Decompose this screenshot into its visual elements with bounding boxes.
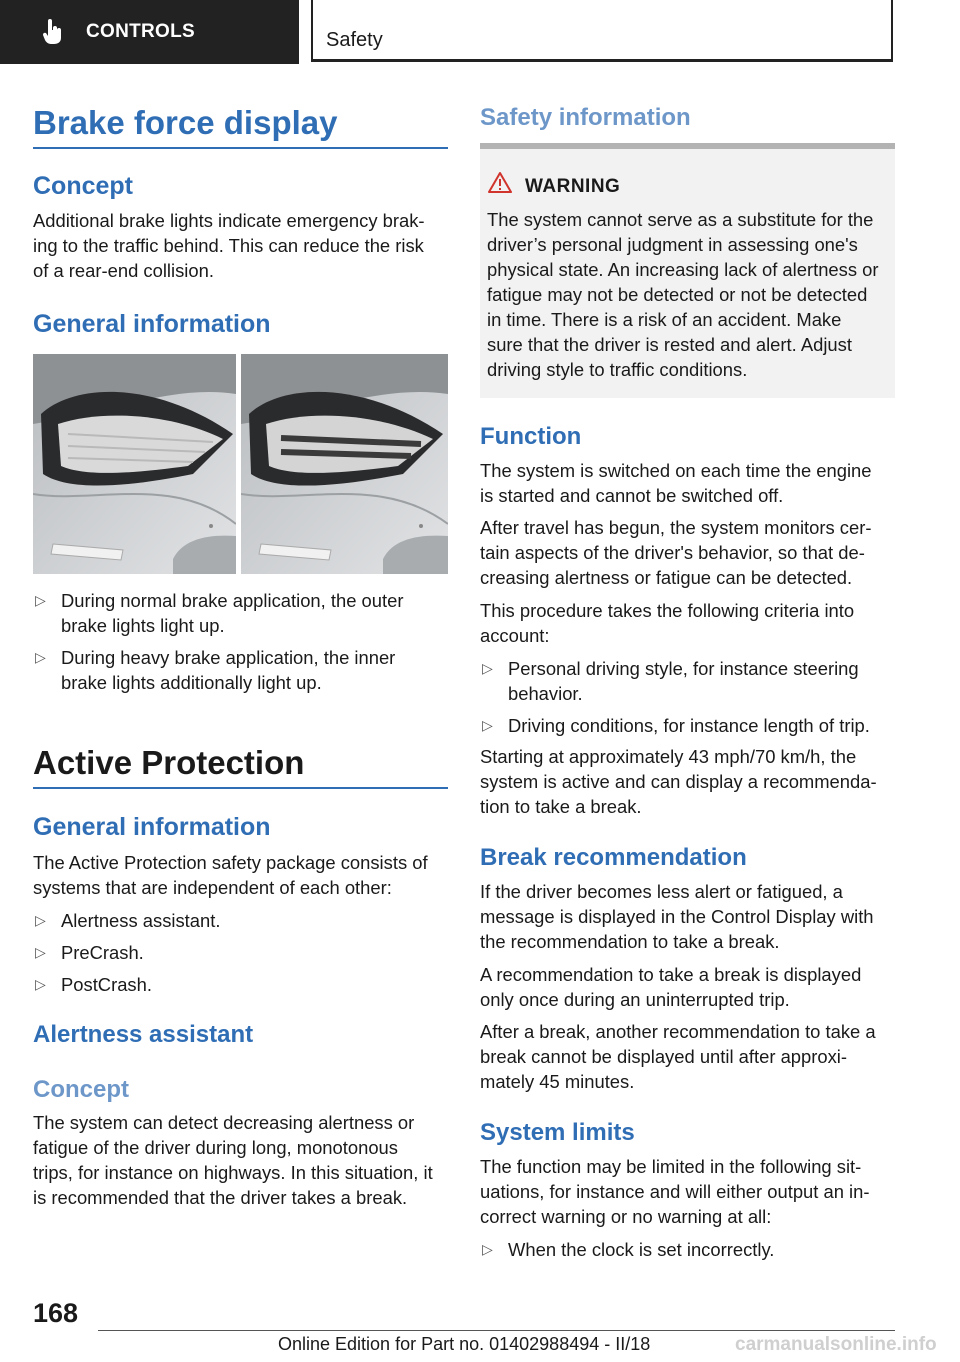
tail-light-normal-image	[33, 354, 236, 574]
triangle-bullet-icon: ▷	[482, 717, 493, 733]
safety-info-heading: Safety information	[480, 104, 691, 131]
warning-text: The system cannot serve as a substitute for the driver’s personal judgment in assessing one's physical state. An increasing lack of alertness or fatigue may not be detected or not be detected in time. There is a risk of an accident. Make sure that the driver is rested and alert. Adjust driving style to traffic conditions.	[487, 209, 879, 380]
section-tab-label: CONTROLS	[86, 21, 196, 42]
warning-triangle-icon	[488, 171, 512, 195]
edition-text: Online Edition for Part no. 01402988494 - II/18	[278, 1334, 651, 1354]
triangle-bullet-icon: ▷	[35, 592, 46, 608]
warning-label: WARNING	[525, 176, 621, 197]
triangle-bullet-icon: ▷	[35, 944, 46, 960]
triangle-bullet-icon: ▷	[35, 976, 46, 992]
brake-force-title: Brake force display	[33, 104, 448, 149]
general-info-text: The Active Protection safety package consists of systems that are independent of each other:	[33, 852, 428, 898]
triangle-bullet-icon: ▷	[482, 1241, 493, 1257]
limits-text: The function may be limited in the following sit‐ uations, for instance and will either output an in‐ correct warning or no warning at all:	[480, 1156, 870, 1227]
break-text-3: After a break, another recommendation to take a break cannot be displayed until after approxi‐ mately 45 minutes.	[480, 1021, 876, 1092]
section-tab	[0, 0, 299, 64]
concept-heading-2: Concept	[33, 1076, 129, 1103]
triangle-bullet-icon: ▷	[35, 649, 46, 665]
page-number: 168	[33, 1298, 79, 1328]
alertness-assistant-heading: Alertness assistant	[33, 1021, 254, 1048]
concept-text: Additional brake lights indicate emergency brak‐ ing to the traffic behind. This can reduce the risk of a rear‑end collision.	[33, 210, 425, 281]
system-limits-heading: System limits	[480, 1119, 635, 1146]
break-recommendation-heading: Break recommendation	[480, 844, 747, 871]
triangle-bullet-icon: ▷	[482, 660, 493, 676]
active-protection-title: Active Protection	[33, 744, 448, 789]
footer-rule	[98, 1330, 895, 1331]
watermark-text: carmanualsonline.info	[735, 1334, 937, 1355]
break-text-2: A recommendation to take a break is displayed only once during an uninterrupted trip.	[480, 964, 862, 1010]
function-text-2: After travel has begun, the system monitors cer‐ tain aspects of the driver's behavior, so that de‐ creasing alertness or fatigue can be detected.	[480, 517, 872, 588]
function-text-3: This procedure takes the following criteria into account:	[480, 600, 855, 646]
function-text-1: The system is switched on each time the engine is started and cannot be switched off.	[480, 460, 872, 506]
triangle-bullet-icon: ▷	[35, 912, 46, 928]
tail-light-heavy-image	[241, 354, 448, 574]
function-text-4: Starting at approximately 43 mph/70 km/h, the system is active and can display a recommenda‐ tion to take a break.	[480, 746, 877, 817]
warning-box	[480, 143, 895, 398]
concept-text-2: The system can detect decreasing alertness or fatigue of the driver during long, monotonous trips, for instance on highways. In this situation, it is recommended that the driver takes a break.	[33, 1112, 433, 1208]
concept-heading: Concept	[33, 172, 133, 200]
general-info-heading-2: General information	[33, 813, 271, 841]
chapter-box	[311, 0, 893, 62]
pointing-hand-icon	[42, 19, 64, 45]
function-heading: Function	[480, 423, 582, 450]
chapter-label: Safety	[326, 29, 383, 51]
general-info-heading: General information	[33, 310, 271, 338]
break-text-1: If the driver becomes less alert or fatigued, a message is displayed in the Control Display with the recommendation to take a break.	[480, 881, 874, 952]
